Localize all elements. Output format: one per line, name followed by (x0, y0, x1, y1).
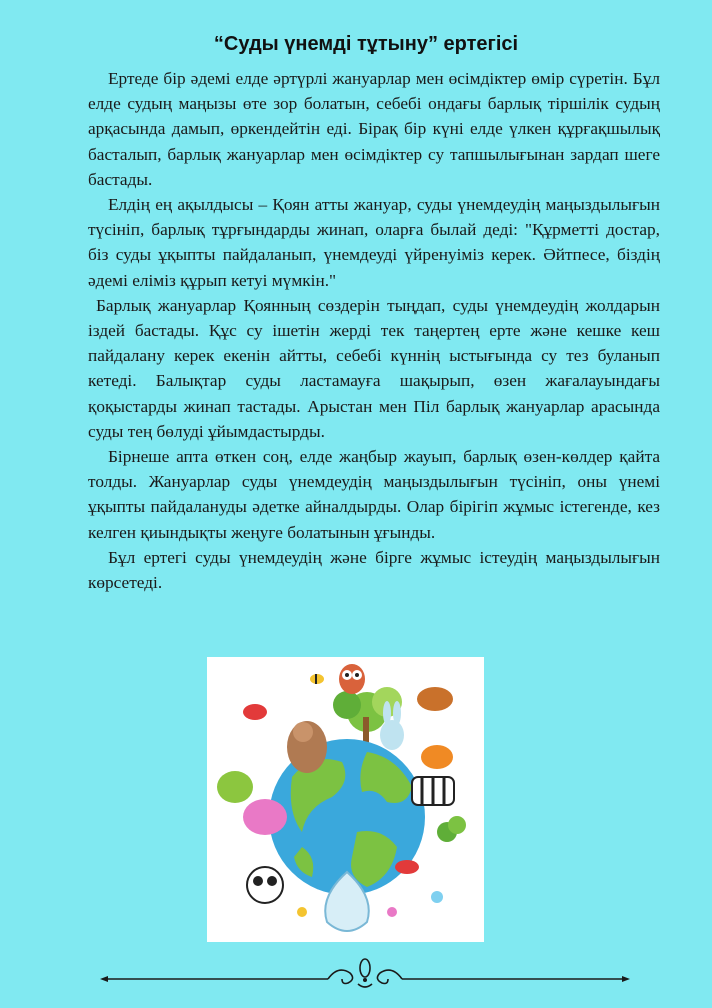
decorative-divider-icon (100, 956, 630, 990)
paragraph-1: Ертеде бір әдемі елде әртүрлі жануарлар мен өсімдіктер өмір сүретін. Бұл елде судың маңызы өте зор болатын, себебі ондағы барлық тіршілік судың арқасында дамып, өркендейтін еді. Бірақ бір күні елде үлкен құрғақшылық басталып, барлық жануарлар мен өсімдіктер су тапшылығынан зардап шеге бастады. (88, 69, 660, 189)
paragraph-3: Барлық жануарлар Қоянның сөздерін тыңдап, суды үнемдеудің жолдарын іздей бастады. Құс су ішетін жерді тек таңертең ерте және кешке кеш пайдалану керек екенін айтты, себебі күннің ыстығында су тез буланып кетеді. Балықтар суды ластамауға шақырып, өзен жағалауындағы қоқыстарды жинап тастады. Арыстан мен Піл барлық жануарлар арасында суды тең бөлуді ұйымдастырды. (88, 295, 660, 441)
paragraph-4: Бірнеше апта өткен соң, елде жаңбыр жауып, барлық өзен-көлдер қайта толды. Жануарлар суды үнемдеудің маңыздылығын түсініп, оны үнемі ұқыпты пайдалануды әдетке айналдырды. Олар бірігіп жұмыс істегенде, кез келген қиындықты жеңуге болатынын ұғынды. (88, 447, 660, 542)
page-title: “Суды үнемді тұтыну” ертегісі (213, 33, 519, 55)
story-text (88, 66, 660, 595)
paragraph-5: Бұл ертегі суды үнемдеудің және бірге жұмыс істеудің маңыздылығын көрсетеді. (88, 547, 660, 593)
paragraph-2: Елдің ең ақылдысы – Қоян атты жануар, суды үнемдеудің маңыздылығын түсініп, барлық тұрғындарды жинап, оларға былай деді: "Құрметті достар, біз суды ұқыпты пайдаланып, үнемдеуді үйренуіміз керек. Әйтпесе, біздің әдемі еліміз құрып кетуі мүмкін." (88, 195, 660, 290)
globe-with-animals-icon (207, 657, 484, 942)
